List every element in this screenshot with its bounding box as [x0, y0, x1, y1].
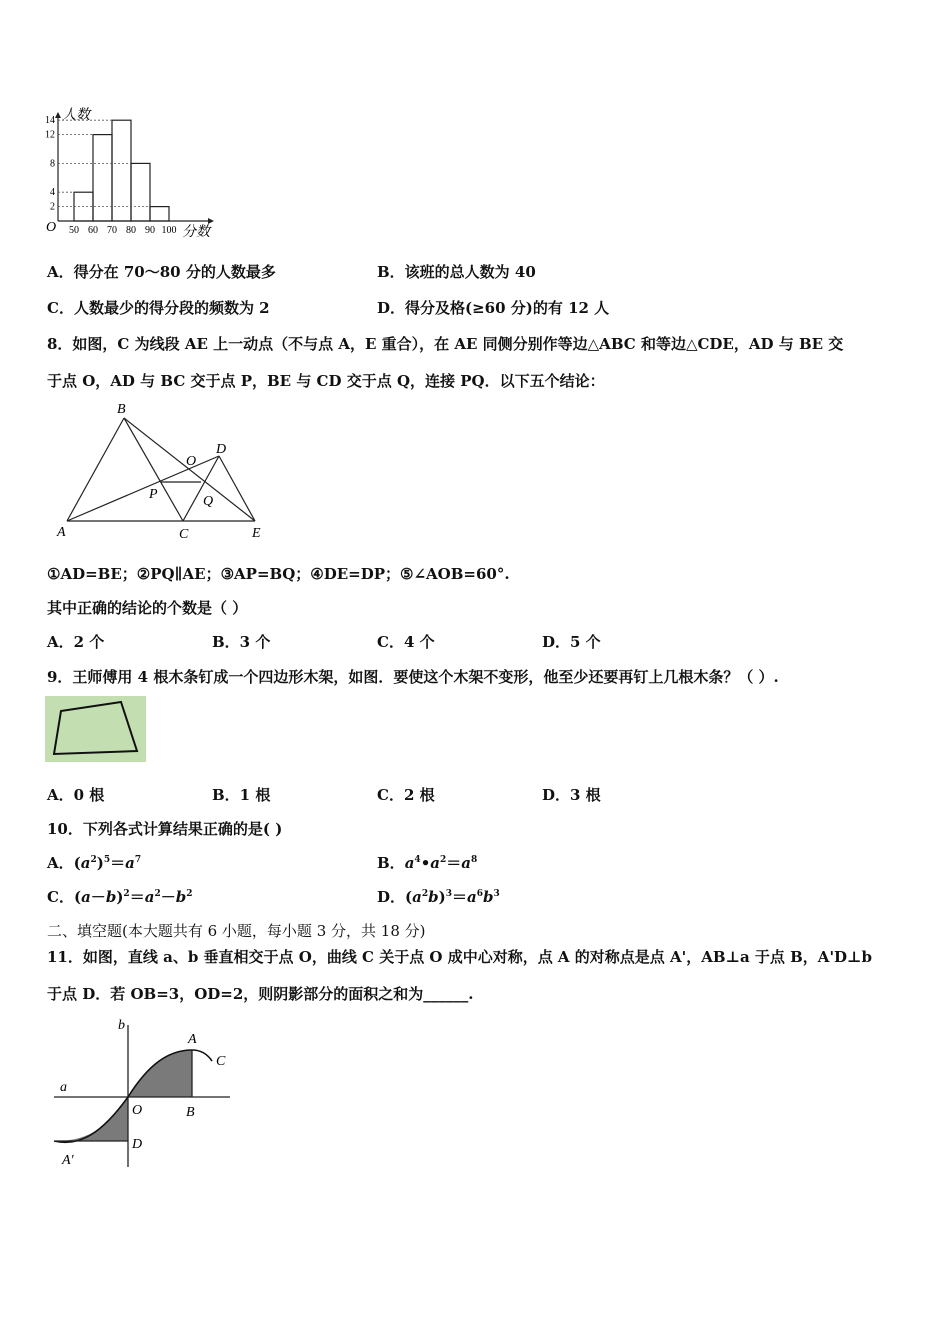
label-point-d: D: [132, 1137, 143, 1152]
line-be: [124, 418, 255, 521]
q10-text: 10．下列各式计算结果正确的是( ): [47, 820, 283, 838]
histogram-xlabel: 分数: [182, 225, 210, 240]
q8-conclusions: ①AD=BE；②PQ∥AE；③AP=BQ；④DE=DP；⑤∠AOB=60°.: [47, 565, 510, 583]
line-ab: [67, 418, 124, 521]
histogram-xtick-label: 50: [69, 225, 79, 236]
histogram-x-arrow: [208, 218, 214, 224]
q10-option-c: C．$(a-b)^2=a^2-b^2$: [47, 888, 193, 906]
label-line-a: a: [60, 1080, 67, 1095]
label-point-o: O: [132, 1103, 143, 1118]
q7-option-a: A．得分在 70～80 分的人数最多: [47, 263, 276, 281]
histogram-bar: [93, 135, 112, 221]
histogram-origin: O: [46, 220, 57, 235]
q10-option-a: A．$(a^2)^5=a^7$: [47, 854, 142, 872]
histogram-xtick-label: 80: [126, 225, 136, 236]
histogram-xtick-label: 90: [145, 225, 155, 236]
histogram-bar: [150, 207, 169, 221]
histogram-ylabel: 人数: [62, 108, 90, 123]
label-a: A: [57, 525, 66, 540]
histogram-ytick-label: 8: [50, 158, 55, 170]
q10-option-b: B．$a^4•a^2=a^8$: [377, 854, 478, 872]
section2-heading: 二、填空题(本大题共有 6 小题，每小题 3 分，共 18 分): [47, 922, 426, 940]
q11-text-line2: 于点 D．若 OB=3，OD=2，则阴影部分的面积之和为______.: [47, 985, 474, 1003]
histogram-bar: [131, 163, 150, 221]
label-d: D: [216, 442, 227, 457]
q10-option-a-prefix: A．: [47, 854, 74, 872]
label-q: Q: [203, 494, 214, 509]
q10-option-d-prefix: D．: [377, 888, 406, 906]
label-point-a: A: [188, 1032, 197, 1047]
line-bc: [124, 418, 183, 521]
q7-option-c: C．人数最少的得分段的频数为 2: [47, 299, 270, 317]
label-point-b: B: [186, 1105, 195, 1120]
label-curve-c: C: [216, 1054, 226, 1069]
histogram-ytick-label: 12: [45, 129, 55, 141]
q8-option-d: D．5 个: [542, 633, 601, 651]
q8-option-c: C．4 个: [377, 633, 435, 651]
q8-option-a: A．2 个: [47, 633, 105, 651]
q10-option-c-prefix: C．: [47, 888, 74, 906]
histogram-chart: [40, 105, 220, 240]
q11-text-line1: 11．如图，直线 a、b 垂直相交于点 O，曲线 C 关于点 O 成中心对称，点 A 的对称点是点 A'，AB⊥a 于点 B，A'D⊥b: [47, 948, 872, 966]
histogram-xtick-label: 60: [88, 225, 98, 236]
label-c: C: [179, 527, 189, 542]
q11-curve-figure: [50, 1015, 240, 1175]
q7-option-b: B．该班的总人数为 40: [377, 263, 536, 281]
q9-text: 9．王师傅用 4 根木条钉成一个四边形木架，如图．要使这个木架不变形，他至少还要再钉上几根木条？（ ）.: [47, 668, 779, 686]
q10-option-b-prefix: B．: [377, 854, 405, 872]
histogram-y-arrow: [55, 112, 61, 118]
q9-option-c: C．2 根: [377, 786, 435, 804]
q9-option-d: D．3 根: [542, 786, 601, 804]
q9-option-b: B．1 根: [212, 786, 271, 804]
q8-triangle-figure: [55, 398, 270, 546]
label-p: P: [149, 487, 158, 502]
q8-option-b: B．3 个: [212, 633, 271, 651]
label-e: E: [252, 526, 261, 541]
histogram-ytick-label: 2: [50, 201, 55, 213]
line-de: [219, 456, 255, 521]
q9-quadrilateral-figure: [45, 696, 146, 762]
histogram-ytick-label: 14: [45, 115, 55, 127]
q9-option-a: A．0 根: [47, 786, 105, 804]
histogram-xtick-label: 100: [161, 225, 177, 236]
label-b: B: [117, 402, 126, 417]
shaded-region-right: [128, 1050, 192, 1097]
q10-option-d: D．$(a^2b)^3=a^6b^3$: [377, 888, 500, 906]
histogram-bar: [112, 120, 131, 221]
histogram-xtick-label: 70: [107, 225, 117, 236]
q8-question: 其中正确的结论的个数是（ ）: [47, 599, 248, 617]
label-point-a-prime: A′: [62, 1153, 74, 1168]
q7-option-d: D．得分及格(≥60 分)的有 12 人: [377, 299, 610, 317]
label-line-b: b: [118, 1018, 125, 1033]
histogram-group: [45, 112, 214, 236]
label-o: O: [186, 454, 197, 469]
line-ad: [67, 456, 219, 521]
histogram-ytick-label: 4: [50, 187, 55, 199]
q8-text-line1: 8．如图，C 为线段 AE 上一动点（不与点 A，E 重合），在 AE 同侧分别作等边△ABC 和等边△CDE，AD 与 BE 交: [47, 335, 844, 353]
q8-text-line2: 于点 O，AD 与 BC 交于点 P，BE 与 CD 交于点 Q，连接 PQ．以下五个结论：: [47, 372, 605, 390]
